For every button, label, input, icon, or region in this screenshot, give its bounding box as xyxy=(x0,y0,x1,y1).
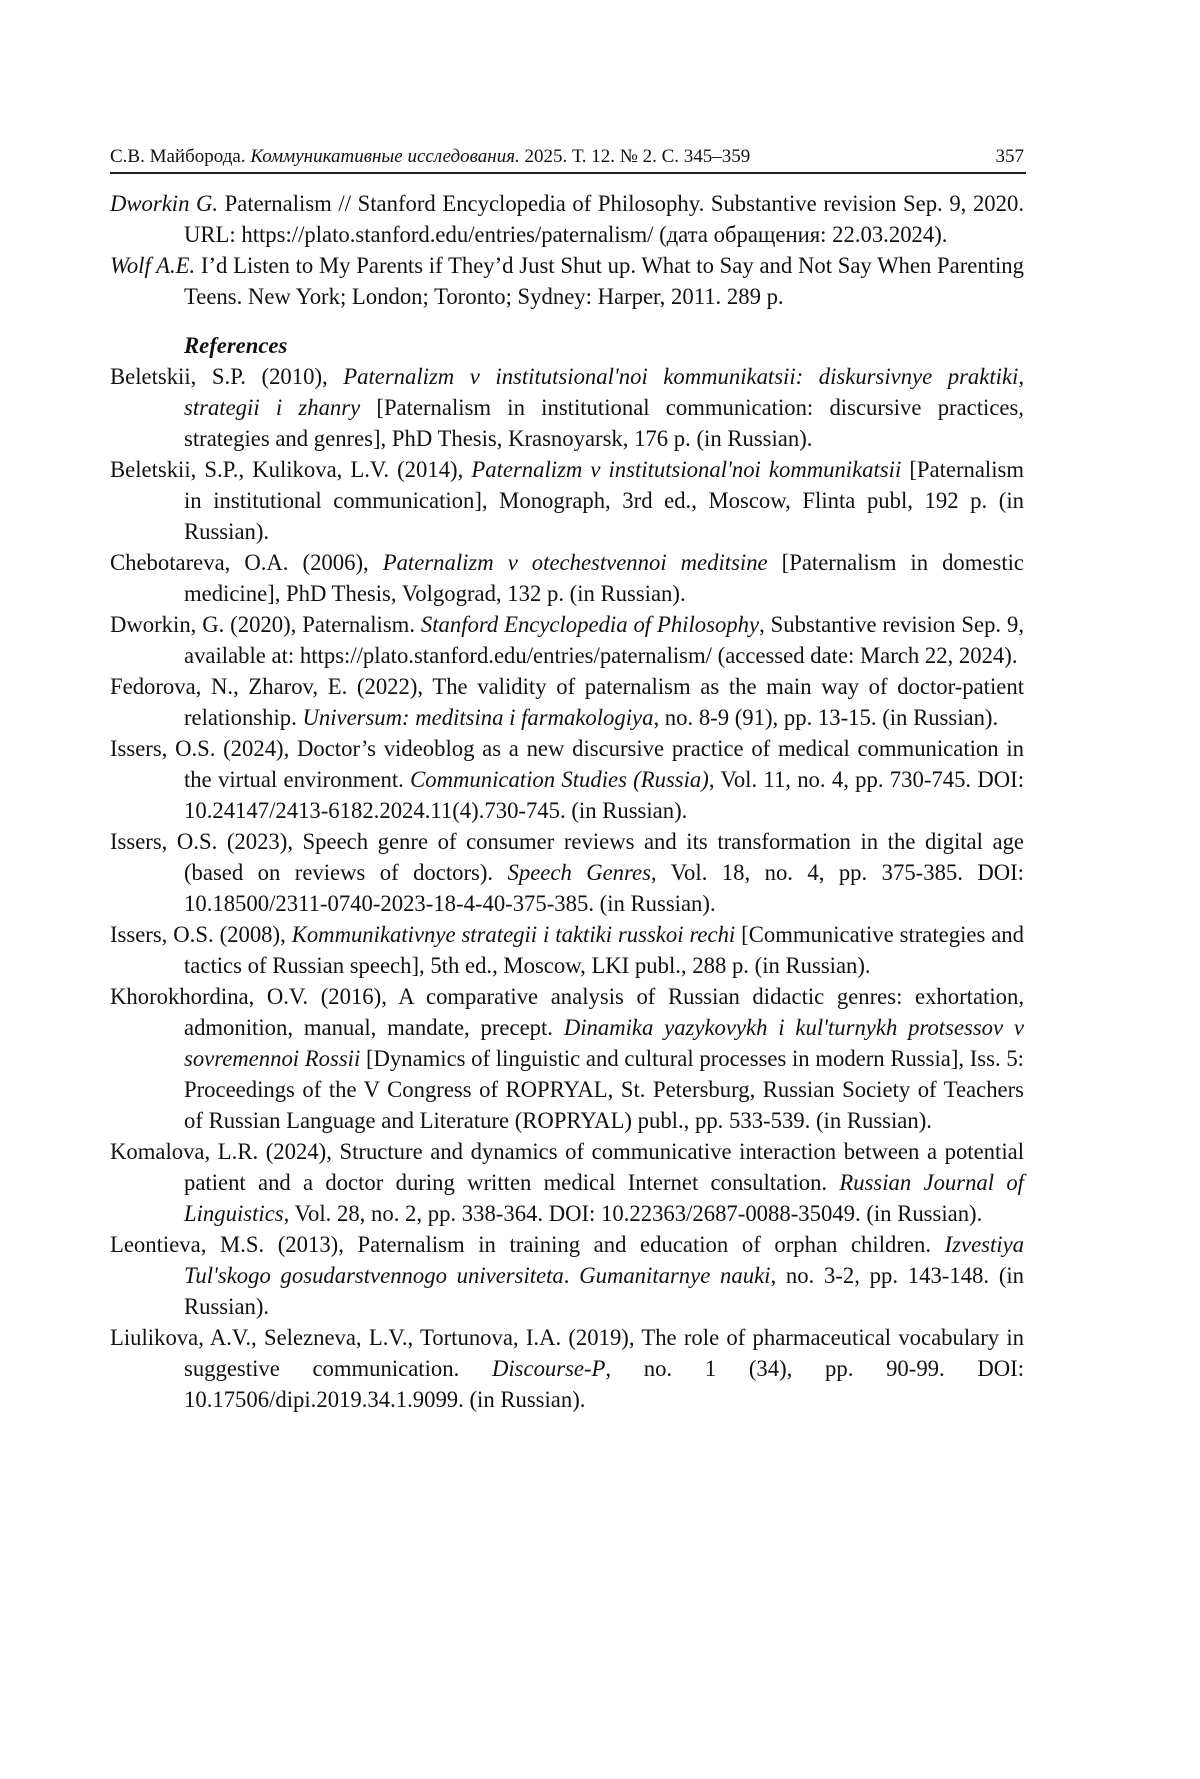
reference-entry xyxy=(110,454,1024,547)
ref-part: Beletskii, S.P. (2010), xyxy=(110,364,344,389)
header-author: С.В. Майборода. xyxy=(110,146,246,167)
ref-title: Discourse-P xyxy=(491,1356,606,1381)
ref-part: Issers, O.S. (2023), Speech genre of consumer reviews and its transformation in the digital age (based on reviews of doctors). xyxy=(110,829,1024,885)
ref-part: Khorokhordina, O.V. (2016), A comparative analysis of Russian didactic genres: exhortation, admonition, manual, mandate, precept. xyxy=(110,984,1024,1040)
ref-part: [Paternalism in domestic medicine], PhD Thesis, Volgograd, 132 p. (in Russian). xyxy=(184,550,1024,606)
entry-author: Dworkin G. xyxy=(110,191,219,216)
ref-part: Leontieva, M.S. (2013), Paternalism in training and education of orphan children. xyxy=(110,1232,945,1257)
ref-part: [Dynamics of linguistic and cultural processes in modern Russia], Iss. 5: Proceedings of the V Congress of ROPRYAL, St. Petersburg, Russian Society of Teachers of Russian Language and Literature (ROPRYAL) publ., pp. 533-539. (in Russian). xyxy=(184,1046,1024,1133)
reference-entry xyxy=(110,1136,1024,1229)
reference-entry xyxy=(110,361,1024,454)
reference-entry xyxy=(110,733,1024,826)
reference-entry xyxy=(110,1322,1024,1415)
ref-title: Communication Studies (Russia) xyxy=(410,767,709,792)
ref-part: [Paternalism in institutional communication], Monograph, 3rd ed., Moscow, Flinta publ, 192 p. (in Russian). xyxy=(184,457,1024,544)
running-title xyxy=(110,146,750,168)
reference-entry xyxy=(110,547,1024,609)
ref-part: , no. 3-2, pp. 143-148. (in Russian). xyxy=(184,1263,1025,1319)
ref-part: , Substantive revision Sep. 9, available at: https://plato.stanford.edu/entries/paternalism/ (accessed date: March 22, 2024). xyxy=(184,612,1024,668)
entry-author: Wolf A.E. xyxy=(110,253,196,278)
ref-part: Komalova, L.R. (2024), Structure and dynamics of communicative interaction between a potential patient and a doctor during written medical Internet consultation. xyxy=(110,1139,1024,1195)
references-list xyxy=(110,361,1024,1415)
ref-title: Kommunikativnye strategii i taktiki russkoi rechi xyxy=(291,922,736,947)
header-journal: Коммуникативные исследования. xyxy=(250,146,520,167)
ref-title: Universum: meditsina i farmakologiya xyxy=(302,705,654,730)
ref-part: Dworkin, G. (2020), Paternalism. xyxy=(110,612,421,637)
ref-part: , Vol. 28, no. 2, pp. 338-364. DOI: 10.22363/2687-0088-35049. (in Russian). xyxy=(283,1201,983,1226)
reference-entry xyxy=(110,671,1024,733)
reference-entry xyxy=(110,1229,1024,1322)
ref-part: Issers, O.S. (2024), Doctor’s videoblog as a new discursive practice of medical communication in the virtual environment. xyxy=(110,736,1024,792)
ref-title: Stanford Encyclopedia of Philosophy xyxy=(420,612,760,637)
ref-part: Beletskii, S.P., Kulikova, L.V. (2014), xyxy=(110,457,472,482)
ref-title: Gumanitarnye nauki xyxy=(579,1263,771,1288)
page-body xyxy=(110,188,1024,1415)
ref-part: , no. 1 (34), pp. 90-99. DOI: 10.17506/dipi.2019.34.1.9099. (in Russian). xyxy=(184,1356,1024,1412)
ref-part: [Communicative strategies and tactics of Russian speech], 5th ed., Moscow, LKI publ., 288 p. (in Russian). xyxy=(184,922,1024,978)
running-header xyxy=(110,146,1026,174)
reference-entry xyxy=(110,919,1024,981)
references-heading: References xyxy=(184,333,288,358)
ref-part: Liulikova, A.V., Selezneva, L.V., Tortunova, I.A. (2019), The role of pharmaceutical vocabulary in suggestive communication. xyxy=(110,1325,1024,1381)
reference-entry xyxy=(110,826,1024,919)
ref-part: , Vol. 18, no. 4, pp. 375-385. DOI: 10.18500/2311-0740-2023-18-4-40-375-385. (in Russian). xyxy=(184,860,1024,916)
ref-part: [Paternalism in institutional communication: discursive practices, strategies and genres], PhD Thesis, Krasnoyarsk, 176 p. (in Russian). xyxy=(184,395,1024,451)
reference-entry xyxy=(110,609,1024,671)
ref-part: , Vol. 11, no. 4, pp. 730-745. DOI: 10.24147/2413-6182.2024.11(4).730-745. (in Russian). xyxy=(184,767,1024,823)
page-number: 357 xyxy=(995,146,1024,167)
bibliography-entry xyxy=(110,188,1024,250)
ref-part: Fedorova, N., Zharov, E. (2022), The validity of paternalism as the main way of doctor-patient relationship. xyxy=(110,674,1024,730)
ref-part: Issers, O.S. (2008), xyxy=(110,922,292,947)
ref-title: Speech Genres xyxy=(507,860,651,885)
entry-text: Paternalism // Stanford Encyclopedia of Philosophy. Substantive revision Sep. 9, 2020. URL: https://plato.stanford.edu/entries/paternalism/ (дата обращения: 22.03.2024). xyxy=(184,191,1024,247)
ref-title: Paternalizm v otechestvennoi meditsine xyxy=(382,550,768,575)
ref-title: Russian Journal of Linguistics xyxy=(184,1170,1024,1226)
bibliography-entry xyxy=(110,250,1024,312)
ref-part: . xyxy=(563,1263,580,1288)
ref-title: Paternalizm v institutsional'noi kommunikatsii xyxy=(471,457,902,482)
ref-part: Chebotareva, O.A. (2006), xyxy=(110,550,383,575)
ref-title: Paternalizm v institutsional'noi kommunikatsii: diskursivnye praktiki, strategii i zhanry xyxy=(184,364,1024,420)
ref-part: , no. 8-9 (91), pp. 13-15. (in Russian). xyxy=(653,705,999,730)
ref-title: Dinamika yazykovykh i kul'turnykh protsessov v sovremennoi Rossii xyxy=(184,1015,1024,1071)
ref-title: Izvestiya Tul'skogo gosudarstvennogo universiteta xyxy=(184,1232,1024,1288)
header-issue: 2025. Т. 12. № 2. С. 345–359 xyxy=(524,146,751,167)
reference-entry xyxy=(110,981,1024,1136)
entry-text: I’d Listen to My Parents if They’d Just Shut up. What to Say and Not Say When Parenting Teens. New York; London; Toronto; Sydney: Harper, 2011. 289 p. xyxy=(184,253,1024,309)
